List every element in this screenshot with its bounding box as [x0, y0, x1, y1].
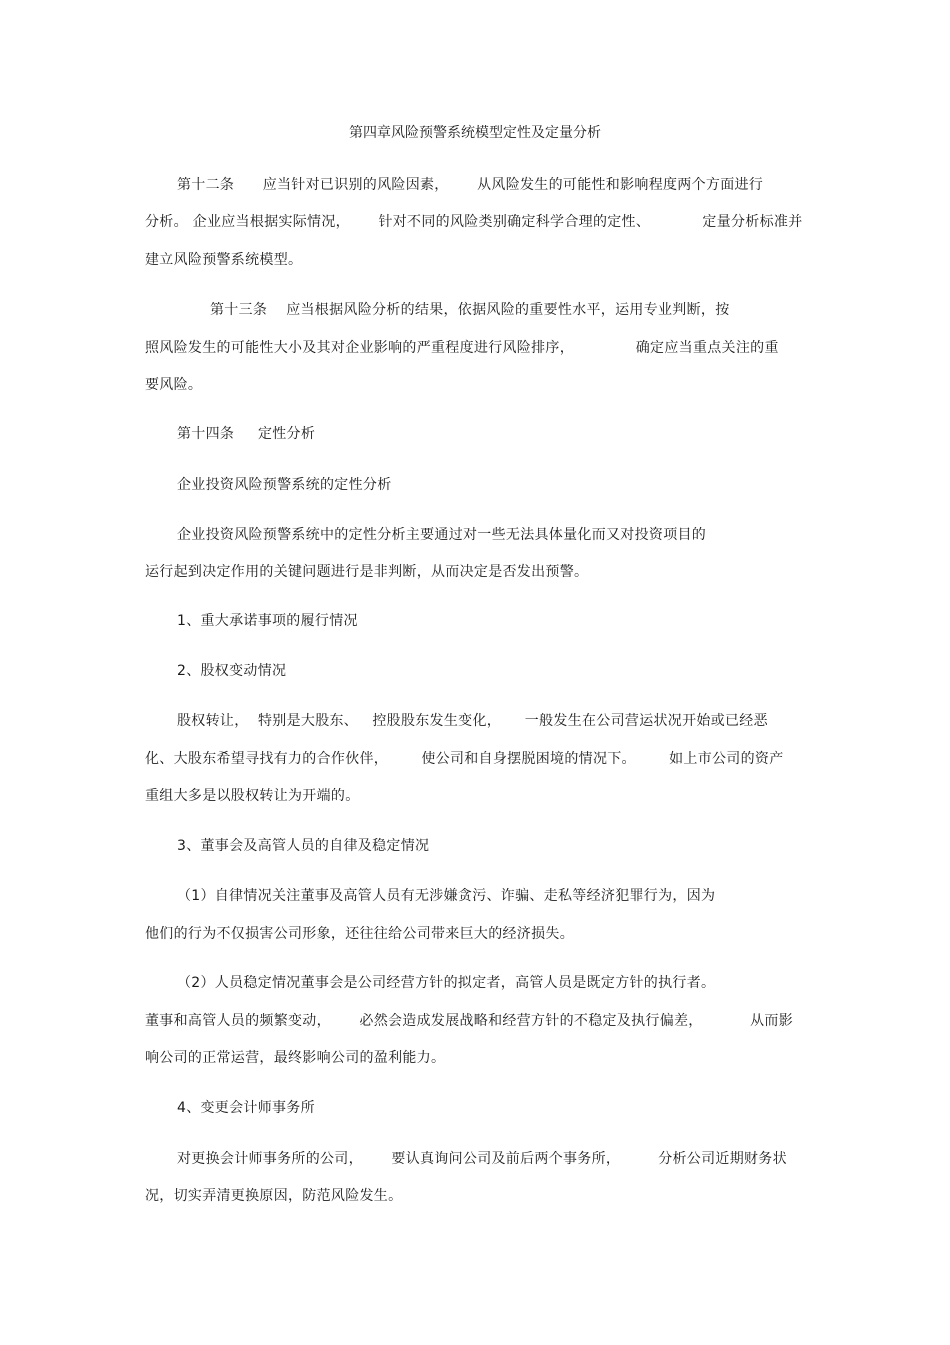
item-3-heading: 3、董事会及高管人员的自律及稳定情况: [177, 838, 430, 854]
article-13-line-3: 要风险。: [145, 377, 203, 393]
item-2-line-3: 重组大多是以股权转让为开端的。: [145, 788, 360, 804]
article-12-line-1: 第十二条 应当针对已识别的风险因素， 从风险发生的可能性和影响程度两个方面进行: [177, 177, 764, 193]
article-14-heading: 第十四条 定性分析: [177, 426, 316, 442]
item-2-line-2: 化、大股东希望寻找有力的合作伙伴， 使公司和自身摆脱困境的情况下。 如上市公司的资产: [145, 751, 784, 767]
chapter-title: 第四章风险预警系统模型定性及定量分析: [349, 125, 601, 141]
qualitative-intro-line-1: 企业投资风险预警系统中的定性分析主要通过对一些无法具体量化而又对投资项目的: [177, 527, 707, 543]
item-4-line-2: 况，切实弄清更换原因，防范风险发生。: [145, 1188, 403, 1204]
article-13-line-2: 照风险发生的可能性大小及其对企业影响的严重程度进行风险排序， 确定应当重点关注的重: [145, 340, 779, 356]
article-12-line-3: 建立风险预警系统模型。: [145, 252, 303, 268]
item-3-sub-2-line-2: 董事和高管人员的频繁变动， 必然会造成发展战略和经营方针的不稳定及执行偏差， 从而影: [145, 1013, 793, 1029]
article-12-line-2: 分析。 企业应当根据实际情况， 针对不同的风险类别确定科学合理的定性、 定量分析标准并: [145, 214, 803, 230]
item-1-heading: 1、重大承诺事项的履行情况: [177, 613, 358, 629]
item-3-sub-2-line-3: 响公司的正常运营，最终影响公司的盈利能力。: [145, 1050, 446, 1066]
item-4-heading: 4、变更会计师事务所: [177, 1100, 315, 1116]
qualitative-intro-line-2: 运行起到决定作用的关键问题进行是非判断，从而决定是否发出预警。: [145, 564, 589, 580]
qualitative-analysis-subheading: 企业投资风险预警系统的定性分析: [177, 477, 392, 493]
article-13-line-1: 第十三条 应当根据风险分析的结果，依据风险的重要性水平，运用专业判断，按: [210, 302, 730, 318]
item-4-line-1: 对更换会计师事务所的公司， 要认真询问公司及前后两个事务所， 分析公司近期财务状: [177, 1151, 787, 1167]
item-2-heading: 2、股权变动情况: [177, 663, 287, 679]
item-3-sub-1-line-2: 他们的行为不仅损害公司形象，还往往给公司带来巨大的经济损失。: [145, 926, 574, 942]
item-3-sub-1-line-1: （1）自律情况关注董事及高管人员有无涉嫌贪污、诈骗、走私等经济犯罪行为，因为: [177, 888, 716, 904]
item-2-line-1: 股权转让， 特别是大股东、 控股股东发生变化， 一般发生在公司营运状况开始或已经恶: [177, 713, 768, 729]
item-3-sub-2-line-1: （2）人员稳定情况董事会是公司经营方针的拟定者，高管人员是既定方针的执行者。: [177, 975, 716, 991]
